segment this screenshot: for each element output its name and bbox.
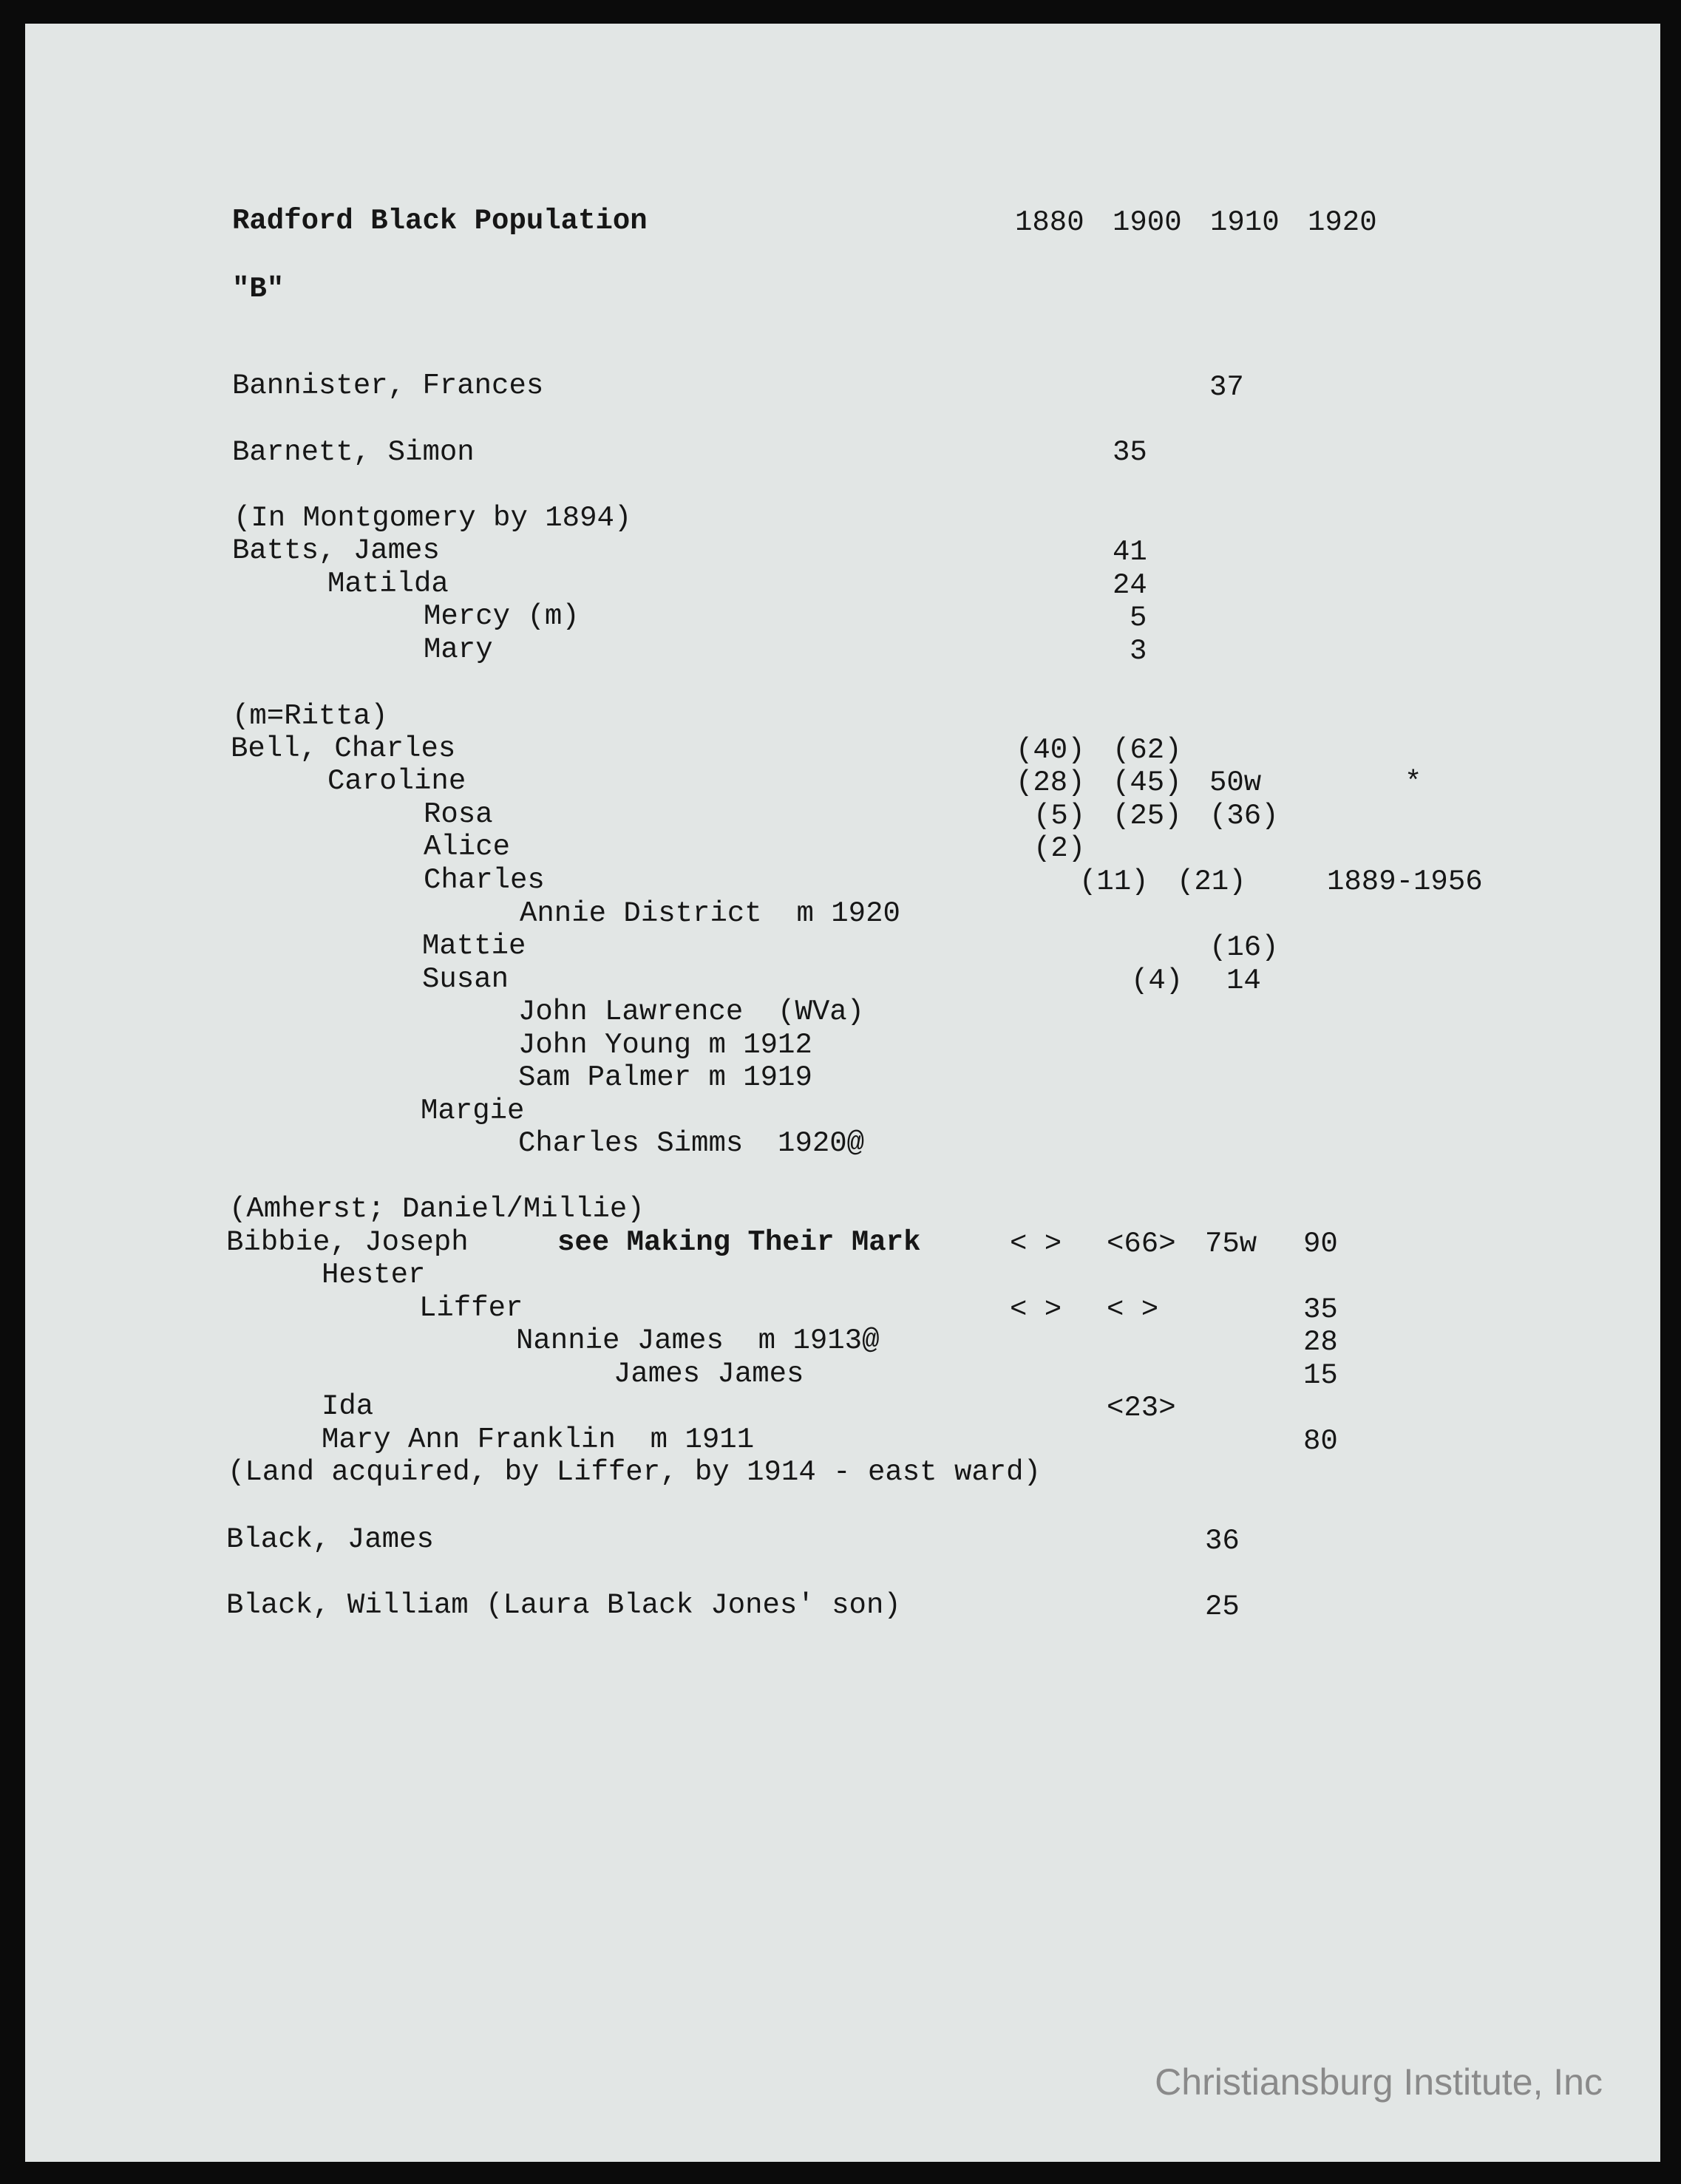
- entry-value: 3: [1130, 635, 1147, 667]
- entry-value: (28): [1016, 766, 1085, 799]
- entry-note: (Land acquired, by Liffer, by 1914 - east ward): [228, 1456, 1041, 1489]
- entry-value: (21): [1177, 865, 1246, 898]
- entry-dates: 1889-1956: [1327, 865, 1483, 898]
- entry-value: 35: [1303, 1293, 1338, 1326]
- entry-name: Black, William (Laura Black Jones' son): [226, 1589, 901, 1622]
- entry-value: (25): [1113, 800, 1182, 832]
- year-header-1900: 1900: [1113, 206, 1182, 239]
- entry-name: Mattie: [422, 930, 526, 962]
- entry-name: Bell, Charles: [231, 732, 456, 765]
- entry-value: (40): [1016, 734, 1085, 766]
- entry-name: Rosa: [424, 798, 493, 831]
- entry-value: (45): [1113, 766, 1182, 799]
- entry-value: < >: [1107, 1293, 1159, 1326]
- entry-value: 24: [1113, 569, 1147, 602]
- entry-value: < >: [1010, 1293, 1062, 1326]
- entry-name: Batts, James: [232, 534, 440, 567]
- entry-value: <66>: [1107, 1228, 1176, 1260]
- entry-spouse: Charles Simms 1920@: [518, 1127, 865, 1160]
- entry-value: (11): [1079, 865, 1149, 898]
- section-letter: "B": [232, 273, 285, 305]
- entry-value: (4): [1131, 965, 1184, 997]
- entry-value: 5: [1130, 602, 1147, 634]
- entry-value: (5): [1033, 800, 1086, 832]
- entry-name: Liffer: [419, 1292, 523, 1324]
- entry-name: Margie: [421, 1095, 525, 1127]
- entry-name: Susan: [422, 963, 509, 996]
- entry-spouse: Annie District m 1920: [520, 897, 900, 930]
- entry-spouse: John Young m 1912: [518, 1029, 812, 1061]
- watermark-text: Christiansburg Institute, Inc: [1155, 2061, 1603, 2103]
- document-page: [25, 24, 1660, 2162]
- entry-name: Bannister, Frances: [232, 370, 544, 402]
- entry-name: Mary: [424, 633, 493, 666]
- entry-value: 90: [1303, 1228, 1338, 1260]
- asterisk-mark: *: [1405, 766, 1422, 799]
- entry-name: Barnett, Simon: [232, 436, 475, 469]
- entry-spouse: John Lawrence (WVa): [518, 996, 865, 1028]
- entry-value: (2): [1033, 832, 1086, 865]
- entry-value: (62): [1113, 734, 1182, 766]
- entry-value: 80: [1303, 1425, 1338, 1457]
- entry-value: 25: [1205, 1591, 1240, 1623]
- reference-note: see Making Their Mark: [557, 1226, 921, 1259]
- entry-name: Alice: [424, 831, 511, 863]
- entry-name: Hester: [322, 1259, 426, 1291]
- entry-value: 50w: [1209, 766, 1262, 799]
- entry-value: < >: [1010, 1228, 1062, 1260]
- entry-value: 37: [1209, 371, 1244, 404]
- entry-value: 15: [1303, 1359, 1338, 1392]
- entry-name: Black, James: [226, 1523, 434, 1556]
- entry-value: (36): [1209, 800, 1279, 832]
- entry-note: (Amherst; Daniel/Millie): [229, 1193, 645, 1225]
- entry-name: Caroline: [327, 765, 466, 797]
- entry-value: 35: [1113, 436, 1147, 469]
- entry-name: Ida: [322, 1390, 374, 1423]
- entry-spouse: Nannie James m 1913@: [516, 1324, 880, 1357]
- entry-value: 75w: [1205, 1228, 1257, 1260]
- page-title: Radford Black Population: [232, 205, 648, 237]
- entry-name: Matilda: [327, 568, 449, 600]
- entry-value: <23>: [1107, 1392, 1176, 1424]
- entry-spouse: Sam Palmer m 1919: [518, 1061, 812, 1094]
- entry-note: (m=Ritta): [232, 700, 388, 732]
- entry-value: 41: [1113, 536, 1147, 568]
- entry-value: 36: [1205, 1525, 1240, 1557]
- entry-value: 14: [1226, 965, 1261, 997]
- entry-name: Charles: [424, 864, 545, 897]
- entry-value: 28: [1303, 1326, 1338, 1358]
- year-header-1910: 1910: [1210, 206, 1280, 239]
- entry-value: (16): [1209, 931, 1279, 964]
- year-header-1880: 1880: [1015, 206, 1084, 239]
- entry-name: Mercy (m): [424, 600, 580, 633]
- year-header-1920: 1920: [1308, 206, 1377, 239]
- entry-name: Bibbie, Joseph: [226, 1226, 469, 1259]
- entry-spouse: Mary Ann Franklin m 1911: [322, 1423, 755, 1456]
- entry-name: James James: [614, 1358, 804, 1390]
- entry-note: (In Montgomery by 1894): [234, 502, 632, 534]
